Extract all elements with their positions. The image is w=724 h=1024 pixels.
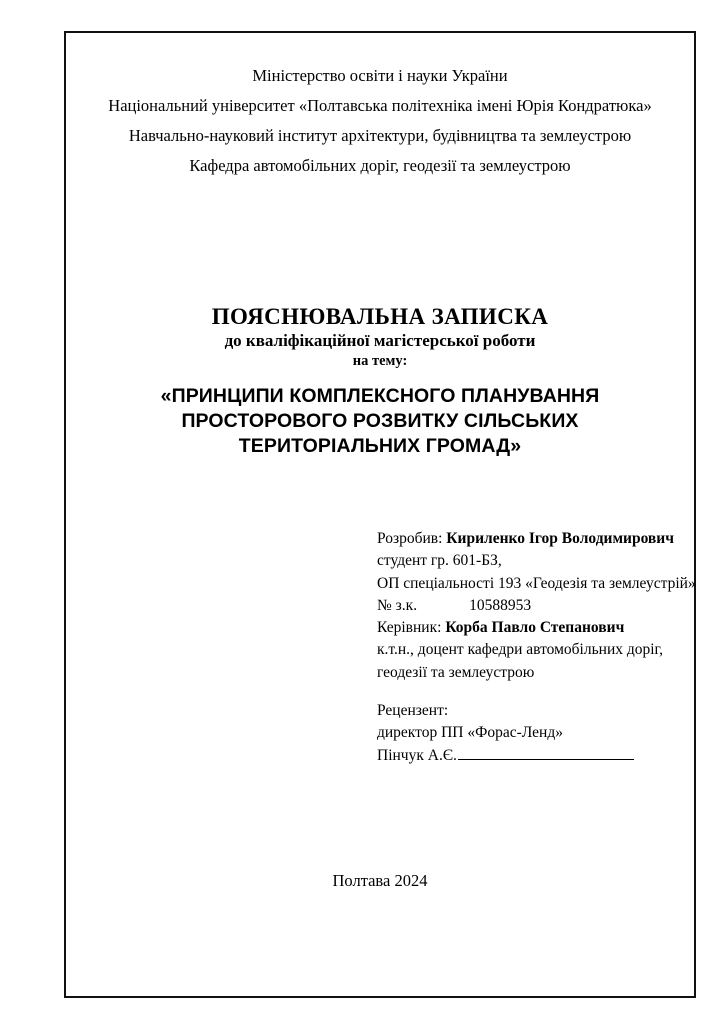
developer-row [377,528,687,550]
university-line: Національний університет «Полтавська політехніка імені Юрія Кондратюка» [108,96,652,115]
thesis-title-line-1: «ПРИНЦИПИ КОМПЛЕКСНОГО ПЛАНУВАННЯ [160,385,600,407]
reviewer-position: директор ПП «Форас-Ленд» [377,724,563,742]
thesis-title-line-3: ТЕРИТОРІАЛЬНИХ ГРОМАД» [238,435,522,457]
record-book-number: 10588953 [469,596,532,614]
reviewer-label: Рецензент: [377,702,449,719]
place-and-year: Полтава 2024 [332,871,428,890]
institute-line: Навчально-науковий інститут архітектури, будівництва та землеустрою [128,126,632,145]
thesis-title-block [64,384,696,459]
reviewer-name-row [377,745,687,767]
institution-header [64,61,696,181]
thesis-title-line-2: ПРОСТОРОВОГО РОЗВИТКУ СІЛЬСЬКИХ [181,410,579,432]
supervisor-name: Корба Павло Степанович [445,619,625,637]
ministry-line: Міністерство освіти і науки України [252,66,508,85]
developer-name: Кириленко Ігор Володимирович [446,530,674,547]
supervisor-degree-line-1: к.т.н., доцент кафедри автомобільних доріг, [377,641,664,659]
department-line: Кафедра автомобільних доріг, геодезії та землеустрою [189,156,571,175]
developer-label: Розробив: [377,530,443,547]
title-page-content [64,31,696,998]
reviewer-block [377,700,687,767]
study-program-row: ОП спеціальності 193 «Геодезія та землеустрій» [377,574,696,592]
student-group-row: студент гр. 601-БЗ, [377,552,502,570]
supervisor-label: Керівник: [377,619,442,637]
document-type-main: ПОЯСНЮВАЛЬНА ЗАПИСКА [211,304,549,329]
record-book-row [377,595,687,617]
document-type-subtitle: до кваліфікаційної магістерської роботи [224,331,536,350]
reviewer-signature-line [458,745,634,760]
supervisor-row [377,617,687,639]
authorship-block [377,528,696,684]
record-book-label: № з.к. [377,596,418,614]
document-topic-label: на тему: [352,353,408,369]
reviewer-name: Пінчук А.Є. [377,746,457,764]
supervisor-degree-line-2: геодезії та землеустрою [377,663,535,681]
document-type-block [64,303,696,371]
